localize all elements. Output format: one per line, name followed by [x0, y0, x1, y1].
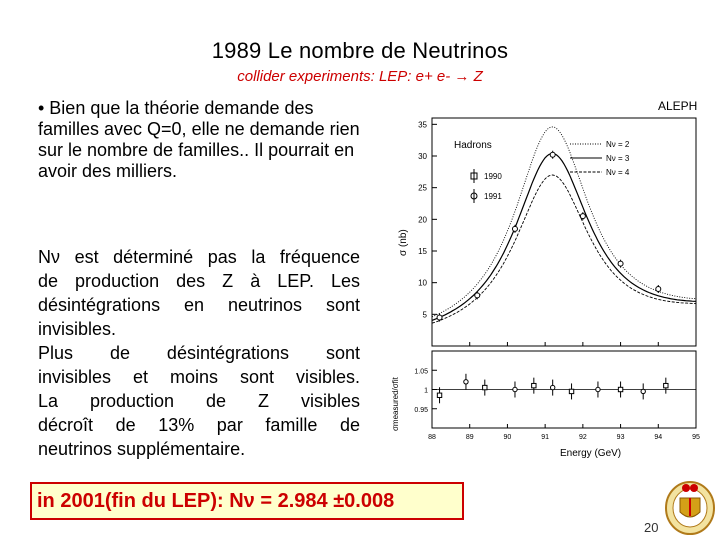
paragraph-line: décroît de 13% par famille de [38, 415, 360, 435]
data-point [475, 293, 480, 298]
slide-subtitle: collider experiments: LEP: e+ e- → Z [237, 68, 483, 85]
data-point [437, 315, 442, 320]
ratio-point [483, 385, 487, 389]
result-text: in 2001(fin du LEP): Nν = 2.984 ±0.008 [37, 489, 395, 512]
x-tick-label: 92 [578, 434, 587, 441]
legend-line-label: Nν = 2 [606, 140, 630, 149]
ratio-point [437, 393, 441, 397]
y-axis-label-top: σ (nb) [398, 229, 409, 256]
data-point [512, 226, 517, 231]
cross-section-plot [370, 96, 700, 466]
y-axis-label-bottom: σmeasured/σfit [391, 377, 400, 431]
ratio-point [596, 387, 600, 391]
data-point [618, 261, 623, 266]
y-tick-label-top: 25 [418, 183, 427, 193]
bullet-text: • Bien que la théorie demande des familles avec Q=0, elle ne demande rien sur le nombre de familles.. Il pourrait en avoir des milliers. [38, 98, 360, 181]
y-tick-label-bottom: 1 [424, 387, 428, 395]
ratio-point [464, 380, 468, 384]
x-tick-label: 94 [654, 434, 663, 441]
y-tick-label-bottom: 1.05 [414, 368, 428, 376]
university-seal-icon [664, 476, 716, 536]
x-tick-label: 91 [541, 434, 550, 441]
x-tick-label: 95 [692, 434, 700, 441]
panel-label: Hadrons [454, 140, 492, 151]
ratio-point [641, 389, 645, 393]
ratio-point [664, 383, 668, 387]
x-tick-label: 90 [503, 434, 512, 441]
legend-point-label: 1990 [484, 172, 502, 181]
top-panel-frame [432, 118, 696, 346]
page-number: 20 [644, 520, 659, 535]
y-tick-label-top: 35 [418, 120, 427, 130]
x-tick-label: 93 [616, 434, 625, 441]
legend-line-label: Nν = 3 [606, 154, 630, 163]
paragraph-line: invisibles. [38, 319, 117, 339]
experiment-label: ALEPH [658, 99, 698, 113]
paragraph-line: Plus de désintégrations sont [38, 343, 360, 363]
data-point [550, 152, 555, 157]
result-box [30, 482, 464, 520]
data-point [580, 214, 585, 219]
y-tick-label-top: 15 [418, 247, 427, 256]
x-tick-label: 89 [465, 434, 474, 441]
ratio-point [513, 387, 517, 391]
y-tick-label-bottom: 0.95 [414, 406, 428, 414]
y-tick-label-top: 30 [418, 152, 427, 161]
paragraph-line: invisibles et moins sont visibles. [38, 367, 360, 387]
y-tick-label-top: 20 [418, 215, 427, 225]
paragraph-line: de production des Z à LEP. Les [38, 271, 360, 291]
paragraph-line: désintégrations en neutrinos sont [38, 295, 360, 315]
ratio-point [550, 385, 554, 389]
y-tick-label-top: 5 [422, 310, 427, 320]
data-point [656, 287, 661, 292]
ratio-point [618, 387, 622, 391]
paragraph-line: Nν est déterminé pas la fréquence [38, 247, 360, 267]
explanation-paragraph [38, 245, 360, 461]
ratio-point [569, 389, 573, 393]
y-tick-label-top: 10 [418, 278, 427, 288]
paragraph-line: La production de Z visibles [38, 391, 360, 411]
x-tick-label: 88 [428, 434, 436, 441]
slide-title: 1989 Le nombre de Neutrinos [211, 38, 509, 63]
ratio-point [532, 383, 536, 387]
legend-point-label: 1991 [484, 192, 502, 201]
legend-line-label: Nν = 4 [606, 168, 630, 177]
paragraph-line: neutrinos supplémentaire. [38, 439, 246, 459]
x-axis-label: Energy (GeV) [560, 448, 622, 459]
